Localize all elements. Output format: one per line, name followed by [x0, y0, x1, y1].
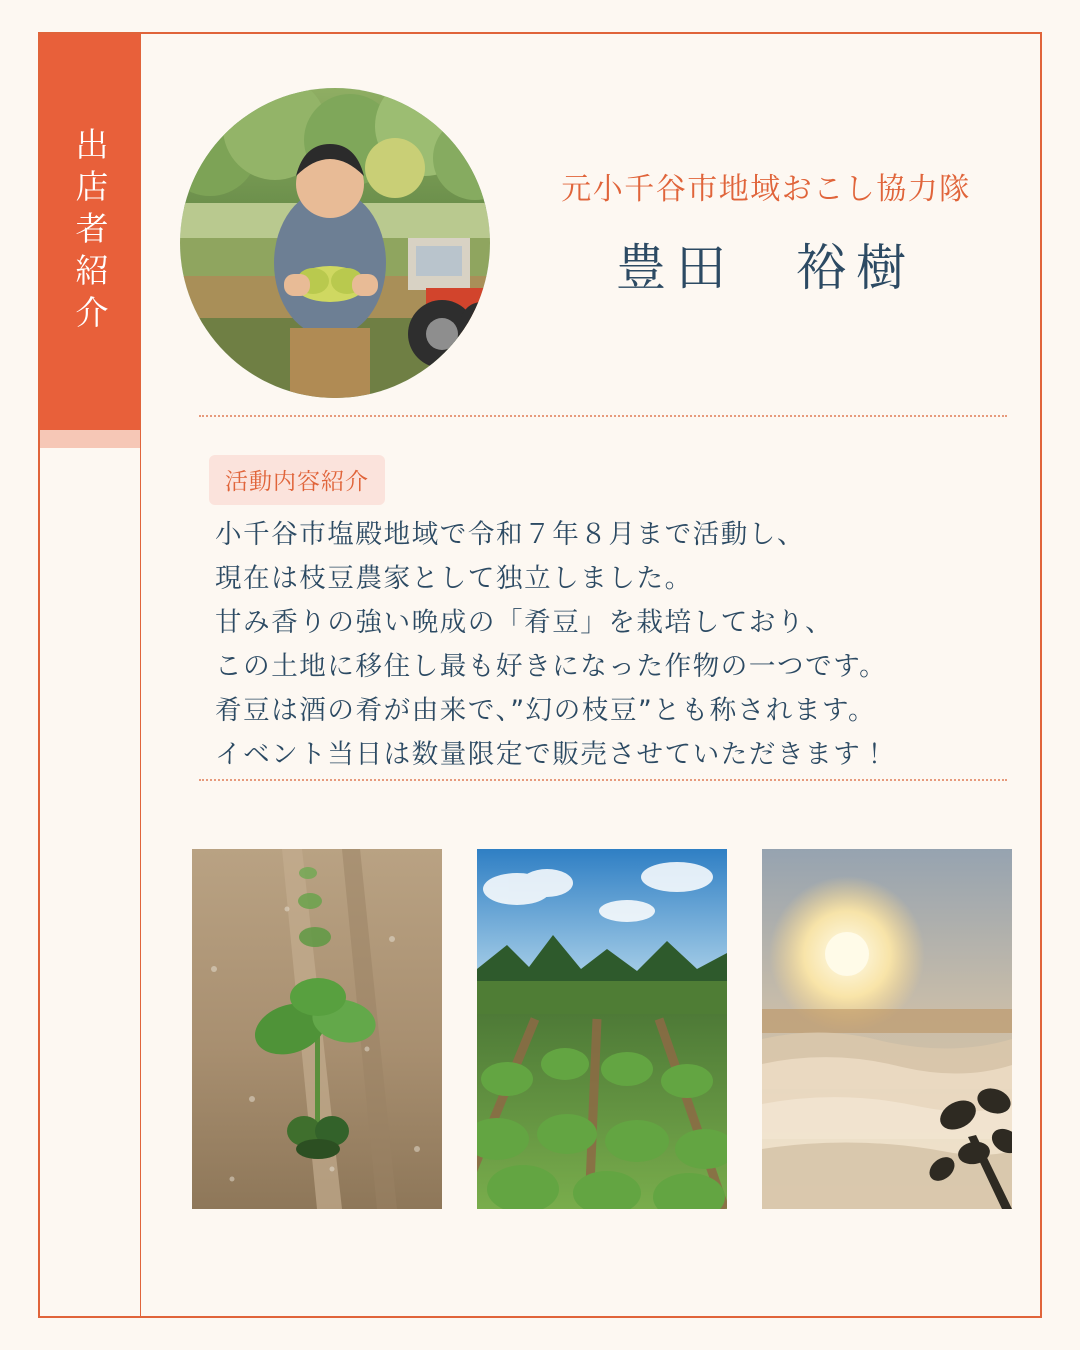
header-section — [141, 34, 1040, 424]
activity-line: 肴豆は酒の肴が由来で、”幻の枝豆”とも称されます。 — [215, 695, 877, 726]
activity-line: 現在は枝豆農家として独立しました。 — [215, 563, 693, 594]
photo-sunrise-image — [762, 849, 1012, 1209]
photo-seedling-image — [192, 849, 442, 1209]
person-name: 豊田 裕樹 — [616, 239, 916, 297]
subtitle: 元小千谷市地域おこし協力隊 — [561, 172, 971, 207]
photo-field — [477, 849, 727, 1209]
activity-line: イベント当日は数量限定で販売させていただきます！ — [215, 739, 890, 770]
activity-body — [215, 513, 1025, 777]
avatar-photo — [180, 88, 490, 398]
activity-line: 小千谷市塩殿地域で令和７年８月まで活動し、 — [215, 519, 806, 550]
content-area — [141, 34, 1040, 1316]
divider-top — [199, 415, 1007, 417]
photo-field-image — [477, 849, 727, 1209]
activity-line: この土地に移住し最も好きになった作物の一つです。 — [215, 651, 888, 682]
avatar — [180, 88, 490, 398]
photo-seedling — [192, 849, 442, 1209]
side-band-accent — [40, 430, 140, 448]
activity-line: 甘み香りの強い晩成の「肴豆」を栽培しており、 — [215, 607, 834, 638]
header-text — [501, 164, 1031, 300]
activity-tag: 活動内容紹介 — [209, 455, 385, 505]
side-band-text: 出店者紹介 — [70, 127, 110, 337]
photo-strip — [192, 849, 1012, 1209]
side-band-label — [40, 34, 140, 430]
divider-bottom — [199, 779, 1007, 781]
photo-sunrise — [762, 849, 1012, 1209]
